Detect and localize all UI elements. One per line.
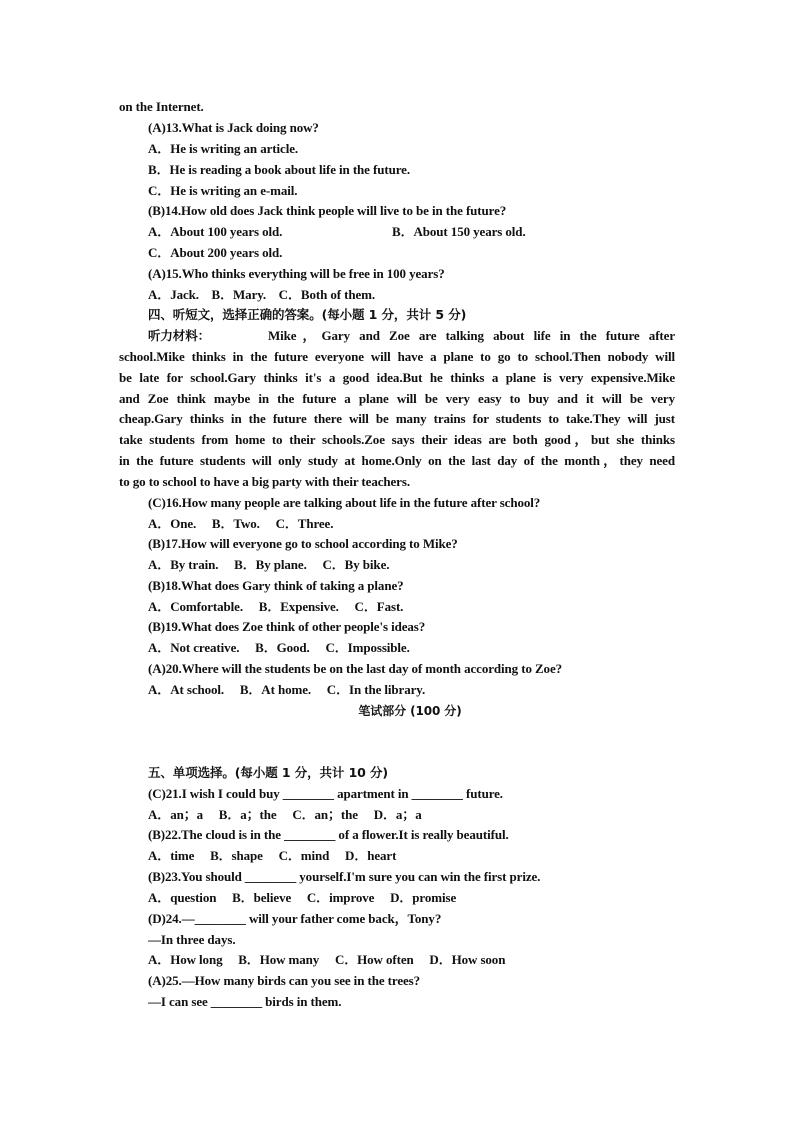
passage-line: Mike，Gary and Zoe are talking about life in the future after	[268, 328, 675, 343]
question-15: (A)15.Who thinks everything will be free in 100 years?	[148, 266, 445, 281]
question-19: (B)19.What does Zoe think of other people's ideas?	[148, 619, 426, 634]
written-part-heading: 笔试部分 (100 分)	[358, 704, 462, 718]
question-17: (B)17.How will everyone go to school according to Mike?	[148, 536, 458, 551]
section-heading-5: 五、单项选择。(每小题 1 分，共计 10 分)	[148, 765, 389, 780]
option-line: B．About 150 years old.	[392, 224, 526, 239]
options-line: A．an；a B．a；the C．an；the D．a；a	[148, 807, 422, 822]
option-line: B．He is reading a book about life in the future.	[148, 162, 410, 177]
question-20: (A)20.Where will the students be on the last day of month according to Zoe?	[148, 661, 563, 676]
question-16: (C)16.How many people are talking about life in the future after school?	[148, 495, 541, 510]
passage-line: to go to school to have a big party with their teachers.	[119, 474, 410, 489]
question-25: (A)25.—How many birds can you see in the trees?	[148, 973, 421, 988]
question-14: (B)14.How old does Jack think people will live to be in the future?	[148, 203, 507, 218]
listening-material-label: 听力材料：	[148, 328, 211, 343]
options-line: A．How long B．How many C．How often D．How soon	[148, 952, 506, 967]
passage-line: take students from home to their schools.Zoe says their ideas are both good，but she thinks	[119, 432, 675, 447]
option-line: A．He is writing an article.	[148, 141, 299, 156]
options-line: A．At school. B．At home. C．In the library.	[148, 682, 426, 697]
options-line: A．Comfortable. B．Expensive. C．Fast.	[148, 599, 404, 614]
passage-line: be late for school.Gary thinks it's a good idea.But he thinks a plane is very expensive.Mike	[119, 370, 675, 385]
option-line: C．He is writing an e-mail.	[148, 183, 298, 198]
options-line: A．By train. B．By plane. C．By bike.	[148, 557, 390, 572]
question-22: (B)22.The cloud is in the ________ of a flower.It is really beautiful.	[148, 827, 509, 842]
question-24: (D)24.—________ will your father come back，Tony?	[148, 911, 442, 926]
text-line: on the Internet.	[119, 99, 204, 114]
passage-line: cheap.Gary thinks in the future there will be many trains for students to take.They will just	[119, 411, 675, 426]
options-line: A．Jack. B．Mary. C．Both of them.	[148, 287, 376, 302]
options-line: A．time B．shape C．mind D．heart	[148, 848, 397, 863]
section-heading-4: 四、听短文，选择正确的答案。(每小题 1 分，共计 5 分)	[148, 307, 467, 322]
options-line: A．question B．believe C．improve D．promise	[148, 890, 457, 905]
question-23: (B)23.You should ________ yourself.I'm sure you can win the first prize.	[148, 869, 541, 884]
option-line: A．About 100 years old.	[148, 224, 283, 239]
options-line: A．One. B．Two. C．Three.	[148, 516, 334, 531]
question-18: (B)18.What does Gary think of taking a plane?	[148, 578, 404, 593]
dialogue-reply: —I can see ________ birds in them.	[148, 994, 342, 1009]
option-line: C．About 200 years old.	[148, 245, 283, 260]
question-13: (A)13.What is Jack doing now?	[148, 120, 319, 135]
dialogue-reply: —In three days.	[148, 932, 236, 947]
passage-line: and Zoe think maybe in the future a plane will be very easy to buy and it will be very	[119, 391, 675, 406]
passage-line: school.Mike thinks in the future everyone will have a plane to go to school.Then nobody will	[119, 349, 675, 364]
options-line: A．Not creative. B．Good. C．Impossible.	[148, 640, 410, 655]
question-21: (C)21.I wish I could buy ________ apartment in ________ future.	[148, 786, 503, 801]
passage-line: in the future students will only study at home.Only on the last day of the month，they need	[119, 453, 675, 468]
